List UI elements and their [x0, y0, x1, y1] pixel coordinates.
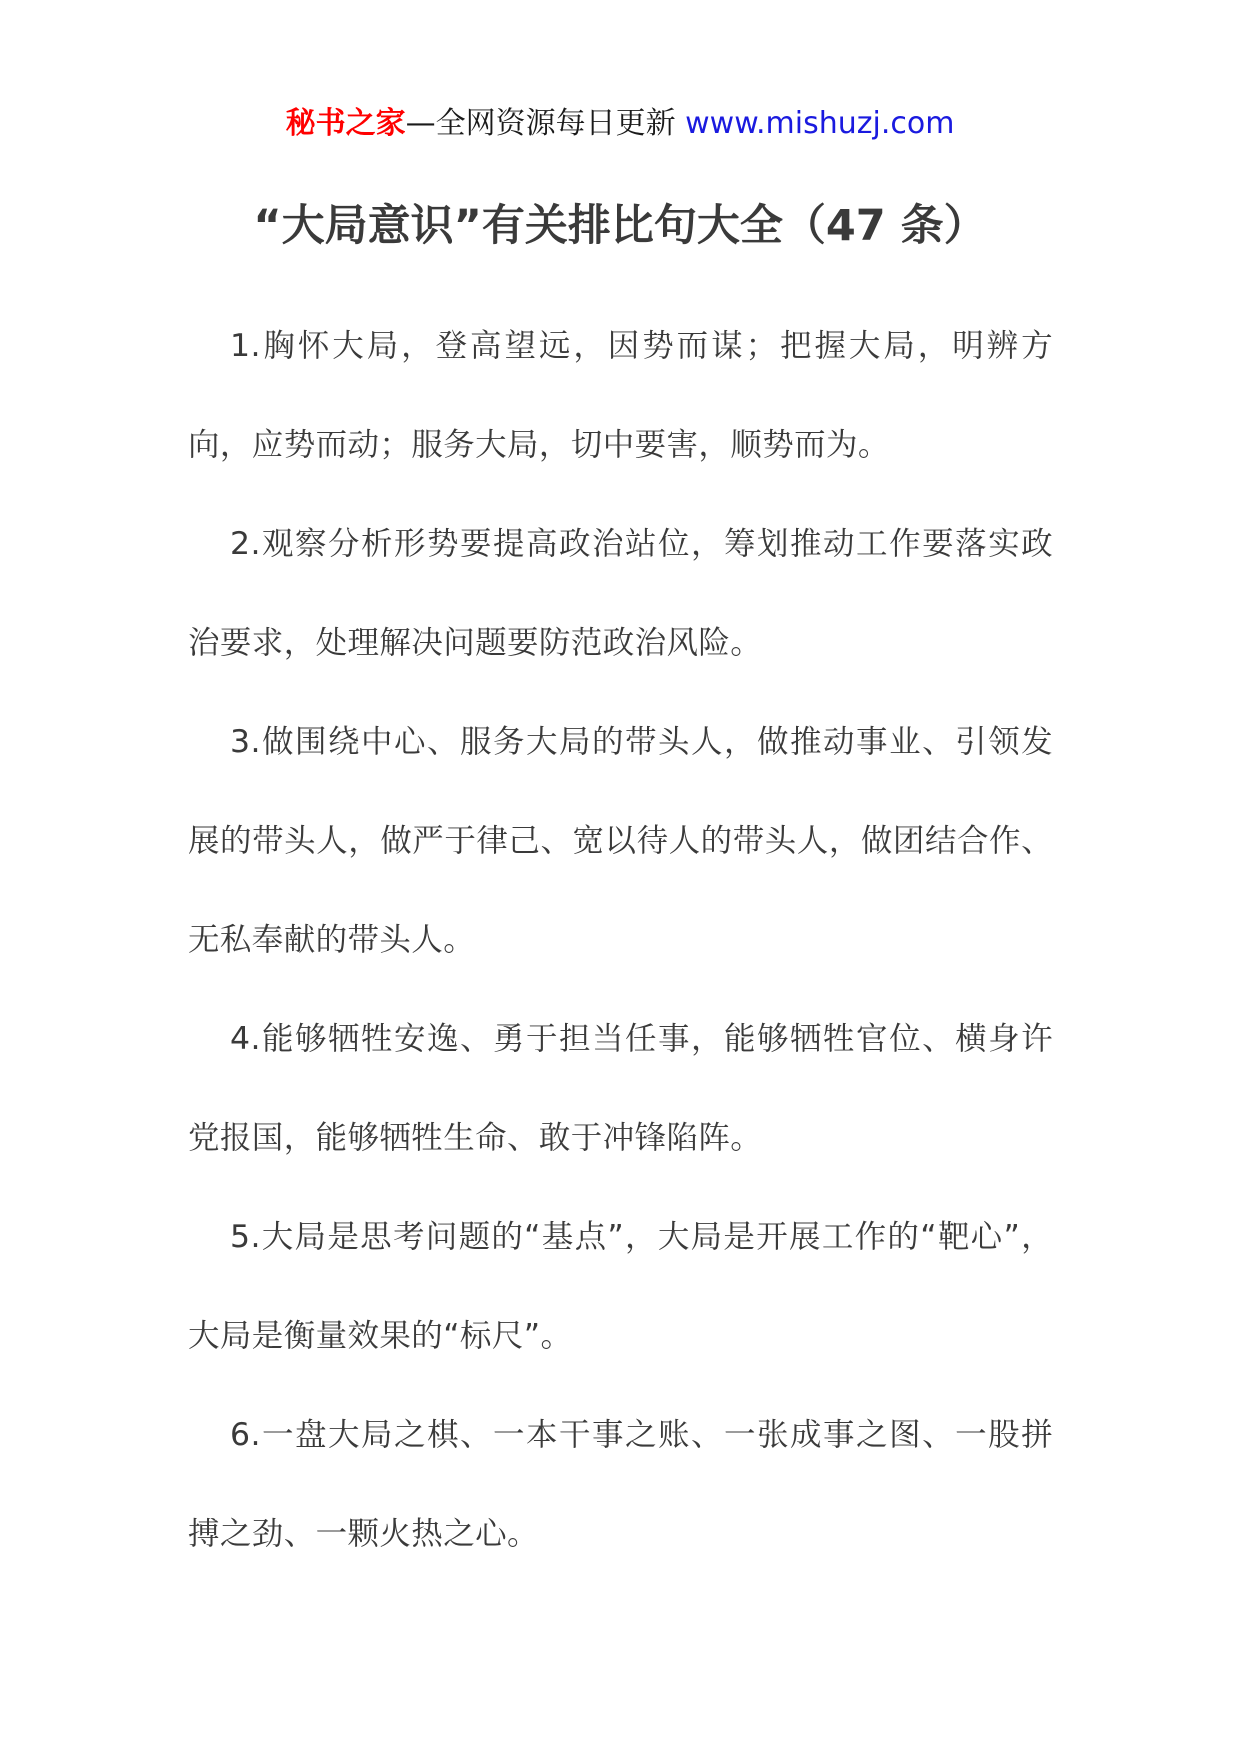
document-title: “大局意识”有关排比句大全（47 条）	[253, 201, 987, 251]
list-item: 5.大局是思考问题的“基点”，大局是开展工作的“靶心”，大局是衡量效果的“标尺”。	[188, 1219, 1053, 1354]
site-name: 秘书之家	[285, 106, 406, 141]
list-item: 6.一盘大局之棋、一本干事之账、一张成事之图、一股拼搏之劲、一颗火热之心。	[188, 1417, 1053, 1552]
list-item: 4.能够牺牲安逸、勇于担当任事，能够牺牲官位、横身许党报国，能够牺牲生命、敢于冲锋陷阵。	[188, 1021, 1053, 1156]
list-item: 1.胸怀大局，登高望远，因势而谋；把握大局，明辨方向，应势而动；服务大局，切中要害，顺势而为。	[188, 328, 1053, 463]
site-url-link[interactable]: www.mishuzj.com	[685, 106, 955, 141]
list-item: 3.做围绕中心、服务大局的带头人，做推动事业、引领发展的带头人，做严于律己、宽以待人的带头人，做团结合作、无私奉献的带头人。	[188, 724, 1053, 958]
list-item: 2.观察分析形势要提高政治站位，筹划推动工作要落实政治要求，处理解决问题要防范政治风险。	[188, 526, 1053, 661]
site-header	[0, 104, 1240, 144]
document-body	[188, 297, 1053, 1584]
site-slogan: —全网资源每日更新	[405, 106, 686, 141]
